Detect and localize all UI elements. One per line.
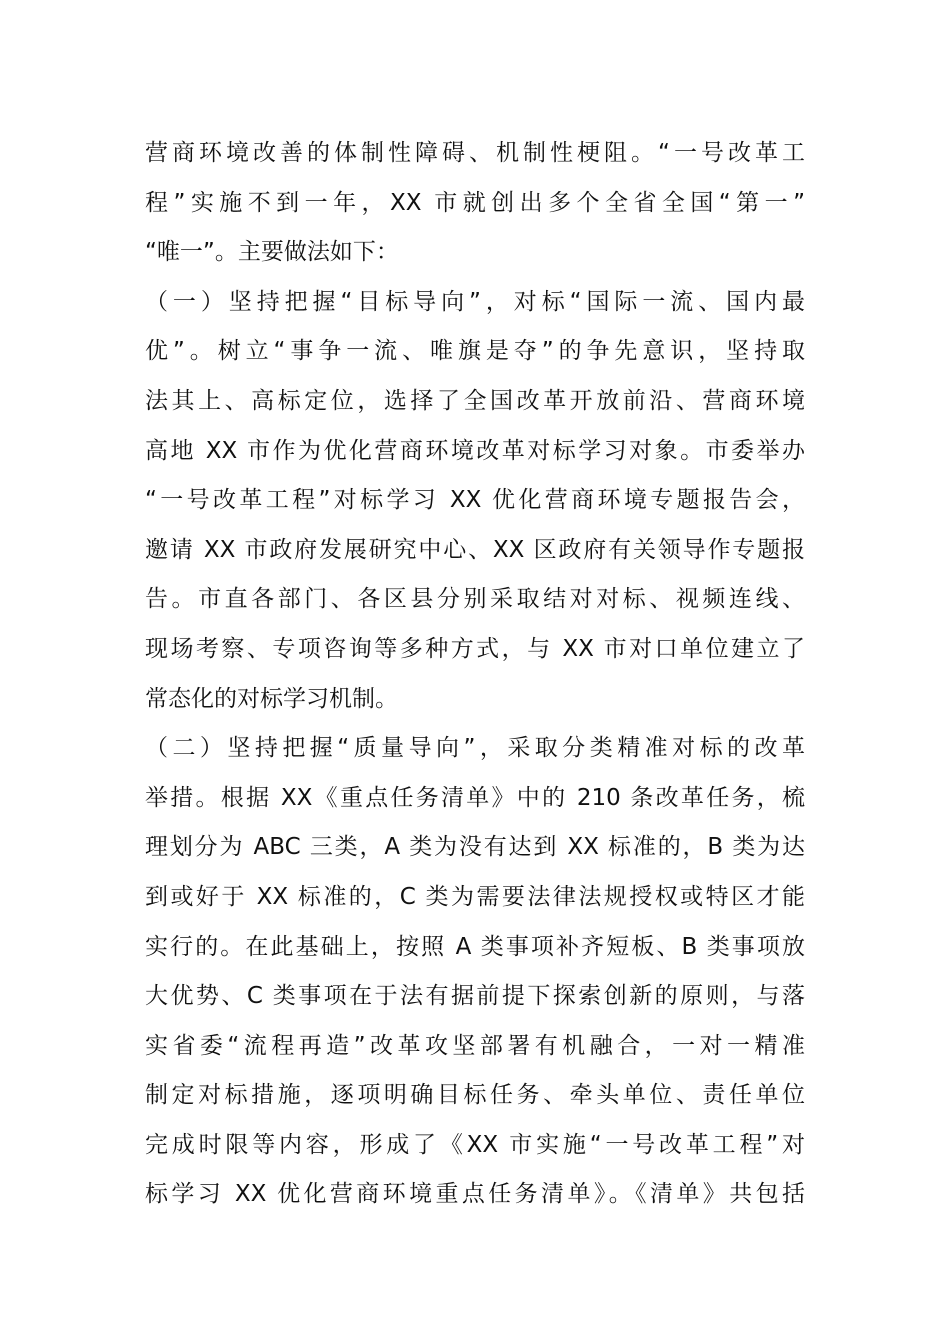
text-line: 完成时限等内容，形成了《XX 市实施“一号改革工程”对 xyxy=(145,1131,805,1158)
text-line: 法其上、高标定位，选择了全国改革开放前沿、营商环境 xyxy=(145,387,805,414)
text-line: 实省委“流程再造”改革攻坚部署有机融合，一对一精准 xyxy=(145,1032,805,1059)
text-line: （一）坚持把握“目标导向”，对标“国际一流、国内最 xyxy=(145,288,805,315)
body-text xyxy=(145,129,805,1220)
text-line: “唯一”。主要做法如下： xyxy=(145,239,399,266)
text-line: 大优势、C 类事项在于法有据前提下探索创新的原则，与落 xyxy=(145,983,805,1010)
text-line: 营商环境改善的体制性障碍、机制性梗阻。“一号改革工 xyxy=(145,140,805,166)
text-line: 到或好于 XX 标准的，C 类为需要法律法规授权或特区才能 xyxy=(145,883,805,910)
text-line: 告。市直各部门、各区县分别采取结对对标、视频连线、 xyxy=(145,586,805,613)
text-line: 程”实施不到一年，XX 市就创出多个全省全国“第一” xyxy=(145,189,805,216)
text-line: 理划分为 ABC 三类，A 类为没有达到 XX 标准的，B 类为达 xyxy=(145,834,805,861)
text-line: 高地 XX 市作为优化营商环境改革对标学习对象。市委举办 xyxy=(145,437,805,464)
text-line: 常态化的对标学习机制。 xyxy=(145,685,398,712)
text-line: “一号改革工程”对标学习 XX 优化营商环境专题报告会， xyxy=(145,487,805,514)
text-line: 标学习 XX 优化营商环境重点任务清单》。《清单》共包括 xyxy=(145,1181,805,1208)
text-line: 现场考察、专项咨询等多种方式，与 XX 市对口单位建立了 xyxy=(145,635,805,662)
text-line: 制定对标措施，逐项明确目标任务、牵头单位、责任单位 xyxy=(145,1082,805,1109)
text-line: （二）坚持把握“质量导向”，采取分类精准对标的改革 xyxy=(145,735,805,762)
text-line: 实行的。在此基础上，按照 A 类事项补齐短板、B 类事项放 xyxy=(145,933,805,960)
text-line: 邀请 XX 市政府发展研究中心、XX 区政府有关领导作专题报 xyxy=(145,536,805,563)
text-line: 优”。树立“事争一流、唯旗是夺”的争先意识，坚持取 xyxy=(145,338,805,365)
text-line: 举措。根据 XX《重点任务清单》中的 210 条改革任务，梳 xyxy=(145,784,805,811)
